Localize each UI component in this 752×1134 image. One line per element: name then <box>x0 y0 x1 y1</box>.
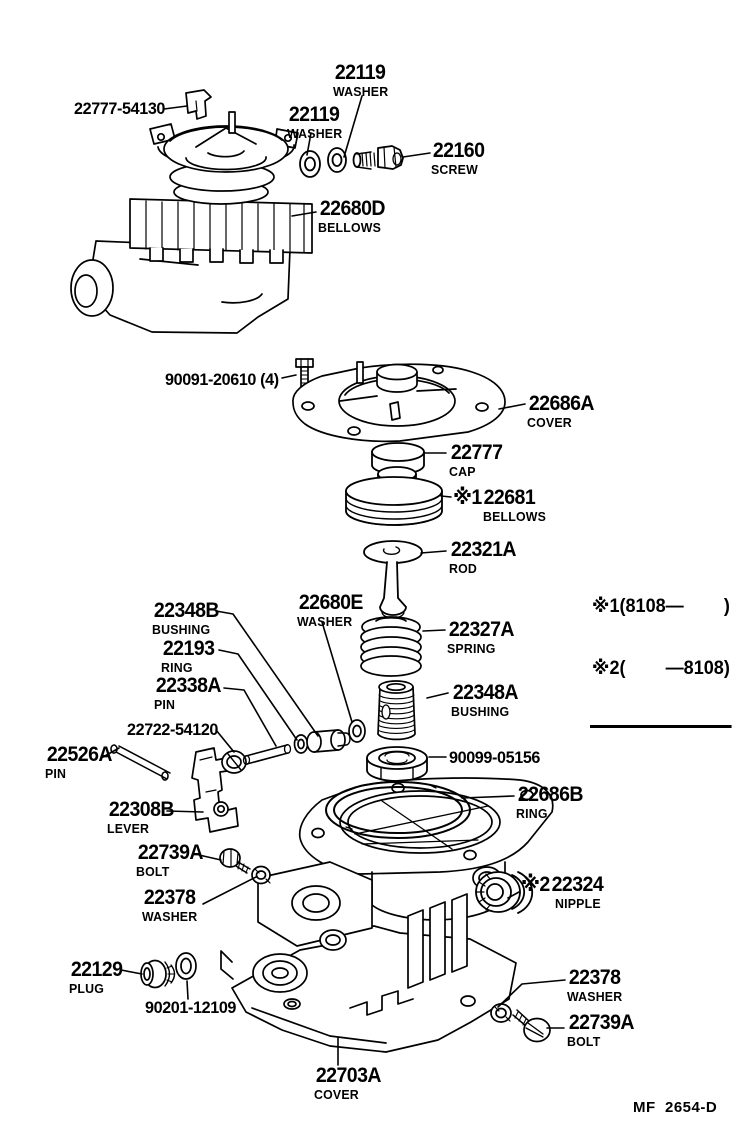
part-label-22119-top: 22119 WASHER <box>333 61 389 99</box>
rod-22321A-art <box>364 541 422 618</box>
right-fasteners-art <box>491 1004 550 1042</box>
leader-22348A <box>427 693 448 698</box>
bushing-22348A-art <box>378 681 415 739</box>
part-label-22739A-left: 22739A BOLT <box>136 841 203 879</box>
leader-22119-top <box>344 96 362 157</box>
part-label-22777-54130: 22777-54130 <box>74 99 166 118</box>
pump-body-art <box>71 90 312 333</box>
part-label-22348A: 22348A BUSHING <box>451 681 518 719</box>
part-label-90091-20610: 90091-20610 (4) <box>165 370 279 389</box>
part-label-22160: 22160 SCREW <box>431 139 485 177</box>
part-label-22308B: 22308B LEVER <box>107 798 174 836</box>
part-label-22378-left: 22378 WASHER <box>142 886 198 924</box>
part-label-22703A: 22703A COVER <box>314 1064 381 1102</box>
part-label-22119-2: 22119 WASHER <box>287 103 343 141</box>
leader-22378-left <box>203 877 256 904</box>
part-label-90201-12109: 90201-12109 <box>145 998 237 1017</box>
part-label-22722-54120: 22722-54120 <box>127 720 219 739</box>
part-label-22777-cap: 22777 CAP <box>449 441 503 479</box>
part-label-22739A-right: 22739A BOLT <box>567 1011 634 1049</box>
leader-22160 <box>403 153 430 157</box>
part-label-22338A: 22338A PIN <box>154 674 221 712</box>
part-label-22378-right: 22378 WASHER <box>567 966 623 1004</box>
leader-22321A <box>421 551 446 553</box>
part-label-22681: ※122681 BELLOWS <box>453 486 547 524</box>
part-label-22193: 22193 RING <box>161 637 215 675</box>
part-label-22686A: 22686A COVER <box>527 392 594 430</box>
bellows-22681-art <box>346 467 442 525</box>
part-label-90099-05156: 90099-05156 <box>449 748 541 767</box>
part-label-22526A: 22526A PIN <box>45 743 112 781</box>
washers-and-screw-art <box>300 146 403 177</box>
spring-22327A-art <box>361 617 421 676</box>
leader-22193 <box>219 650 297 740</box>
part-label-22680E: 22680E WASHER <box>297 591 363 629</box>
leader-22681 <box>441 496 451 497</box>
part-label-22324: ※222324 NIPPLE <box>521 873 604 911</box>
part-label-22686B: 22686B RING <box>516 783 583 821</box>
note-line-2: ※2( —8108) <box>591 657 730 679</box>
leader-22680E <box>322 622 352 722</box>
figure-code: MF 2654-D <box>633 1099 718 1116</box>
part-label-22680D: 22680D BELLOWS <box>318 197 385 235</box>
note-line-1: ※1(8108— ) <box>591 596 730 618</box>
part-label-22327A: 22327A SPRING <box>447 618 514 656</box>
part-label-22129: 22129 PLUG <box>69 958 123 996</box>
part-label-22321A: 22321A ROD <box>449 538 516 576</box>
cover-22686A-art <box>293 359 505 441</box>
nut-90099-art <box>367 747 427 781</box>
leader-90201 <box>187 981 188 999</box>
applicability-note <box>590 556 732 728</box>
leader-22348B <box>216 611 318 736</box>
part-label-22348B: 22348B BUSHING <box>152 599 219 637</box>
leader-22327A <box>423 630 445 631</box>
